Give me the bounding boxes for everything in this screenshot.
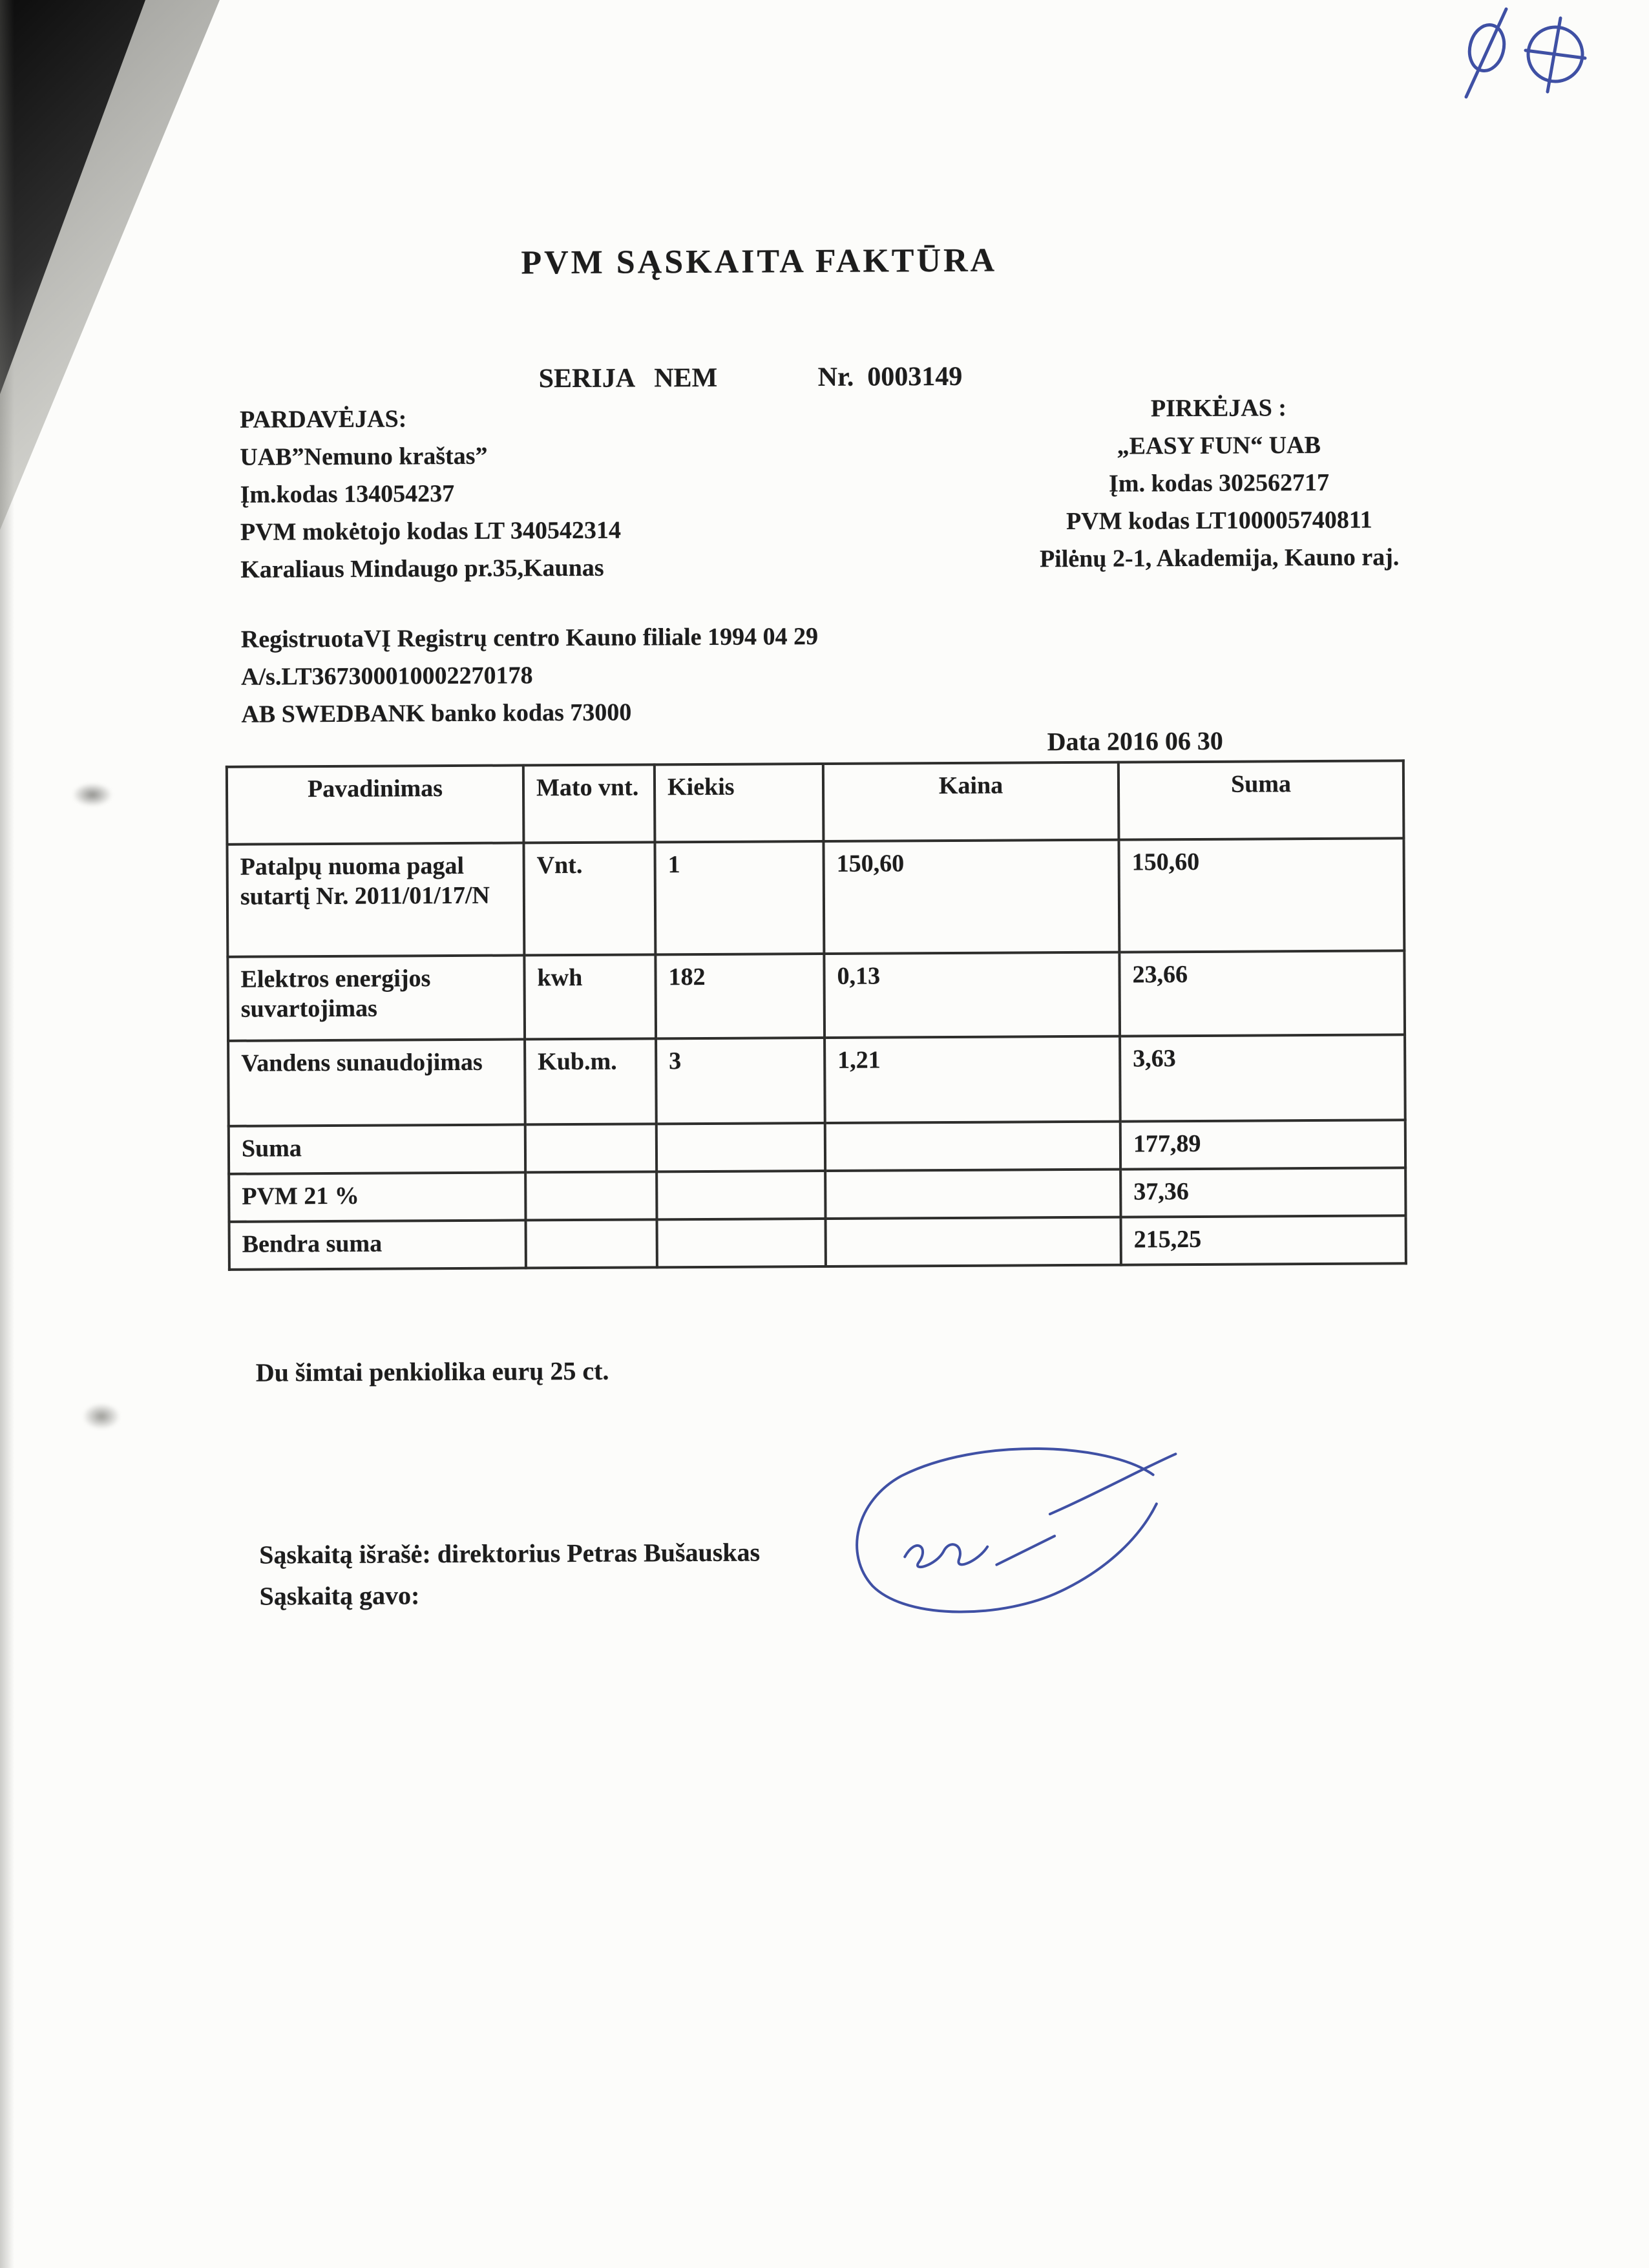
cell-sum: 23,66 (1119, 950, 1405, 1036)
buyer-block (921, 388, 1517, 578)
table-row (227, 838, 1404, 957)
cell-sum: 215,25 (1121, 1215, 1406, 1265)
invoice-table (226, 759, 1407, 1271)
amount-in-words: Du šimtai penkiolika eurų 25 ct. (255, 1356, 609, 1387)
document-title: PVM SĄSKAITA FAKTŪRA (521, 242, 998, 282)
table-row-grand-total (229, 1215, 1406, 1270)
seller-block (240, 399, 622, 589)
cell-price (825, 1170, 1120, 1219)
cell-unit: kwh (524, 954, 656, 1039)
header-pavadinimas: Pavadinimas (227, 765, 524, 844)
cell-price: 1,21 (824, 1036, 1120, 1123)
table-header-row (227, 761, 1404, 845)
cell-price: 150,60 (823, 840, 1119, 954)
header-kaina: Kaina (823, 762, 1119, 841)
header-suma: Suma (1119, 761, 1404, 839)
cell-name: Bendra suma (229, 1220, 526, 1269)
cell-unit (525, 1124, 656, 1172)
cell-sum: 150,60 (1119, 838, 1404, 952)
registration-block (241, 618, 819, 733)
cell-unit (525, 1171, 656, 1220)
seller-company-code: Įm.kodas 134054237 (240, 479, 455, 509)
cell-unit (526, 1219, 657, 1268)
header-mato-vnt: Mato vnt. (523, 764, 655, 843)
invoice-date: Data 2016 06 30 (1047, 726, 1223, 757)
seller-vat-code: PVM mokėtojo kodas LT 340542314 (240, 516, 622, 546)
cell-sum: 37,36 (1120, 1168, 1405, 1217)
cell-name: Patalpų nuoma pagal sutartį Nr. 2011/01/17/N (227, 843, 524, 956)
cell-name: Elektros energijos suvartojimas (227, 955, 525, 1040)
buyer-company-code: Įm. kodas 302562717 (1108, 468, 1330, 498)
table-row-subtotal (229, 1120, 1405, 1174)
cell-qty: 3 (656, 1038, 825, 1124)
bank-account: A/s.LT367300010002270178 (241, 662, 533, 691)
table-row-vat (229, 1168, 1405, 1222)
cell-price: 0,13 (824, 952, 1120, 1038)
seller-address: Karaliaus Mindaugo pr.35,Kaunas (240, 554, 604, 583)
cell-name: Vandens sunaudojimas (228, 1039, 525, 1126)
cell-price (826, 1217, 1121, 1266)
seller-heading: PARDAVĖJAS: (239, 405, 407, 434)
cell-qty (657, 1219, 826, 1267)
received-by-line: Sąskaitą gavo: (259, 1580, 420, 1611)
cell-sum: 177,89 (1120, 1120, 1405, 1169)
cell-name: PVM 21 % (229, 1172, 525, 1221)
table-row (228, 1034, 1405, 1126)
buyer-heading: PIRKĖJAS : (1150, 394, 1287, 423)
cell-qty: 182 (655, 954, 824, 1038)
signature-block (259, 1532, 761, 1617)
series-label: SERIJA NEM (538, 362, 718, 394)
bank-code: AB SWEDBANK banko kodas 73000 (241, 698, 632, 728)
issued-by-line: Sąskaitą išrašė: direktorius Petras Bušauskas (259, 1537, 761, 1570)
buyer-vat-code: PVM kodas LT100005740811 (1066, 506, 1372, 536)
registration-line: RegistruotaVĮ Registrų centro Kauno filiale 1994 04 29 (240, 623, 819, 653)
invoice-number: Nr. 0003149 (817, 361, 963, 393)
cell-qty (656, 1123, 825, 1171)
cell-qty: 1 (655, 841, 824, 954)
buyer-address: Pilėnų 2-1, Akademija, Kauno raj. (1039, 543, 1400, 573)
buyer-name: „EASY FUN“ UAB (1117, 431, 1321, 460)
cell-name: Suma (229, 1124, 525, 1173)
cell-qty (656, 1171, 825, 1219)
seller-name: UAB”Nemuno kraštas” (240, 442, 488, 471)
handwritten-signature (836, 1429, 1186, 1632)
table-row (227, 950, 1405, 1041)
header-kiekis: Kiekis (655, 764, 824, 842)
cell-unit: Vnt. (523, 842, 655, 955)
cell-unit: Kub.m. (525, 1038, 656, 1124)
cell-price (825, 1122, 1120, 1171)
cell-sum: 3,63 (1120, 1034, 1405, 1121)
